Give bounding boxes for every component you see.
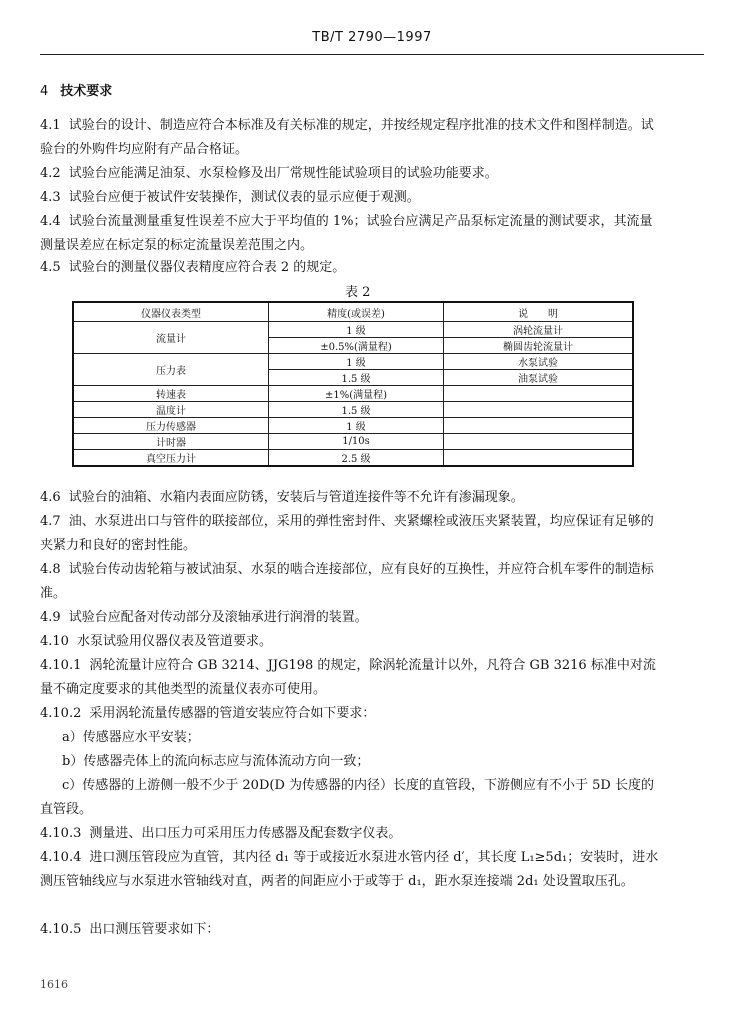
section-title-text: 技术要求 bbox=[60, 84, 113, 99]
para-4-10-2 bbox=[40, 702, 665, 726]
para-4-8 bbox=[40, 558, 665, 606]
para-text: 出口测压管要求如下： bbox=[89, 922, 220, 937]
para-text: 水泵试验用仪器仪表及管道要求。 bbox=[76, 634, 272, 649]
list-item-c: c）传感器的上游侧一般不少于 20D(D 为传感器的内径）长度的直管段，下游侧应有不小于 5D 长度的直管段。 bbox=[40, 778, 654, 817]
table-header-cell: 说 明 bbox=[444, 302, 634, 322]
table-cell bbox=[444, 402, 634, 418]
spec-table bbox=[72, 301, 634, 467]
para-text: 试验台应能满足油泵、水泵检修及出厂常规性能试验项目的试验功能要求。 bbox=[68, 166, 498, 181]
para-4-7 bbox=[40, 510, 665, 558]
table-row bbox=[73, 434, 633, 450]
table-cell: 1.5 级 bbox=[269, 370, 444, 386]
table-cell: 压力表 bbox=[73, 354, 269, 386]
para-text: 试验台的设计、制造应符合本标准及有关标准的规定，并按经规定程序批准的技术文件和图样制造。试验台的外购件均应附有产品合格证。 bbox=[40, 118, 654, 157]
para-4-10 bbox=[40, 630, 665, 654]
para-text: 进口测压管段应为直管，其内径 d₁ 等于或接近水泵进水管内径 d′，其长度 L₁≥5d₁；安装时，进水测压管轴线应与水泵进水管轴线对直，两者的间距应小于或等于 d₁，距水泵连接端 2d₁ 处设置取压孔。 bbox=[40, 850, 659, 889]
table-header-cell: 仪器仪表类型 bbox=[73, 302, 269, 322]
para-number: 4.10.4 bbox=[40, 850, 82, 865]
para-4-3 bbox=[40, 186, 665, 210]
para-4-4 bbox=[40, 210, 665, 258]
section-number: 4 bbox=[40, 84, 49, 99]
para-number: 4.2 bbox=[40, 166, 61, 181]
table-header-cell: 精度(或误差) bbox=[269, 302, 444, 322]
table-cell bbox=[444, 386, 634, 402]
para-text: 采用涡轮流量传感器的管道安装应符合如下要求： bbox=[89, 706, 376, 721]
table-cell: 水泵试验 bbox=[444, 354, 634, 370]
table-cell: 2.5 级 bbox=[269, 450, 444, 467]
table-cell bbox=[444, 434, 634, 450]
para-4-10-5 bbox=[40, 918, 665, 942]
para-number: 4.10.3 bbox=[40, 826, 82, 841]
table-cell: 流量计 bbox=[73, 322, 269, 354]
table-row bbox=[73, 322, 633, 338]
table-cell: 1/10s bbox=[269, 434, 444, 450]
para-4-10-1 bbox=[40, 654, 665, 702]
para-text: 试验台的测量仪器仪表精度应符合表 2 的规定。 bbox=[68, 260, 346, 275]
para-number: 4.4 bbox=[40, 214, 61, 229]
table-row bbox=[73, 418, 633, 434]
table-header-row bbox=[73, 302, 633, 322]
para-text: 试验台应配备对传动部分及滚轴承进行润滑的装置。 bbox=[68, 610, 368, 625]
table-cell: 1.5 级 bbox=[269, 402, 444, 418]
list-item-a: a）传感器应水平安装； bbox=[62, 730, 200, 745]
para-text: 油、水泵进出口与管件的联接部位，采用的弹性密封件、夹紧螺栓或液压夹紧装置，均应保证有足够的夹紧力和良好的密封性能。 bbox=[40, 514, 654, 553]
table-row bbox=[73, 354, 633, 370]
para-text: 试验台流量测量重复性误差不应大于平均值的 1%；试验台应满足产品泵标定流量的测试要求，其流量测量误差应在标定泵的标定流量误差范围之内。 bbox=[40, 214, 653, 253]
list-item-b: b）传感器壳体上的流向标志应与流体流动方向一致； bbox=[62, 754, 370, 769]
table-cell: 计时器 bbox=[73, 434, 269, 450]
header-rule bbox=[40, 54, 704, 55]
table-cell: ±1%(满量程) bbox=[269, 386, 444, 402]
table-cell: 1 级 bbox=[269, 322, 444, 338]
para-number: 4.10.2 bbox=[40, 706, 82, 721]
para-text: 涡轮流量计应符合 GB 3214、JJG198 的规定，除涡轮流量计以外，凡符合 GB 3216 标准中对流量不确定度要求的其他类型的流量仪表亦可使用。 bbox=[40, 658, 656, 697]
table-cell: 1 级 bbox=[269, 418, 444, 434]
table-caption: 表 2 bbox=[345, 285, 371, 300]
table-cell: 温度计 bbox=[73, 402, 269, 418]
table-cell: 真空压力计 bbox=[73, 450, 269, 467]
table-row bbox=[73, 386, 633, 402]
table-cell bbox=[444, 418, 634, 434]
page-header: TB/T 2790—1997 bbox=[312, 30, 432, 45]
para-4-2 bbox=[40, 162, 665, 186]
para-4-5 bbox=[40, 256, 665, 280]
table-row bbox=[73, 450, 633, 467]
para-4-10-4 bbox=[40, 846, 665, 894]
para-number: 4.6 bbox=[40, 490, 61, 505]
table-cell: 椭圆齿轮流量计 bbox=[444, 338, 634, 354]
para-text: 试验台的油箱、水箱内表面应防锈，安装后与管道连接件等不允许有渗漏现象。 bbox=[68, 490, 524, 505]
table-cell: 油泵试验 bbox=[444, 370, 634, 386]
para-number: 4.10 bbox=[40, 634, 69, 649]
para-4-6 bbox=[40, 486, 665, 510]
para-number: 4.10.1 bbox=[40, 658, 82, 673]
para-4-9 bbox=[40, 606, 665, 630]
para-number: 4.7 bbox=[40, 514, 61, 529]
para-text: 试验台传动齿轮箱与被试油泵、水泵的啮合连接部位，应有良好的互换性，并应符合机车零件的制造标准。 bbox=[40, 562, 654, 601]
table-row bbox=[73, 402, 633, 418]
table-cell: ±0.5%(满量程) bbox=[269, 338, 444, 354]
para-number: 4.8 bbox=[40, 562, 61, 577]
para-text: 测量进、出口压力可采用压力传感器及配套数字仪表。 bbox=[89, 826, 402, 841]
table-cell: 压力传感器 bbox=[73, 418, 269, 434]
table-cell: 1 级 bbox=[269, 354, 444, 370]
para-number: 4.9 bbox=[40, 610, 61, 625]
para-text: 试验台应便于被试件安装操作，测试仪表的显示应便于观测。 bbox=[68, 190, 420, 205]
para-number: 4.3 bbox=[40, 190, 61, 205]
para-number: 4.1 bbox=[40, 118, 61, 133]
section-title bbox=[40, 80, 112, 99]
para-4-1 bbox=[40, 114, 665, 162]
table-cell: 转速表 bbox=[73, 386, 269, 402]
table-cell bbox=[444, 450, 634, 467]
para-number: 4.10.5 bbox=[40, 922, 82, 937]
table-cell: 涡轮流量计 bbox=[444, 322, 634, 338]
para-4-10-3 bbox=[40, 822, 665, 846]
para-number: 4.5 bbox=[40, 260, 61, 275]
page-number: 1616 bbox=[40, 978, 68, 991]
